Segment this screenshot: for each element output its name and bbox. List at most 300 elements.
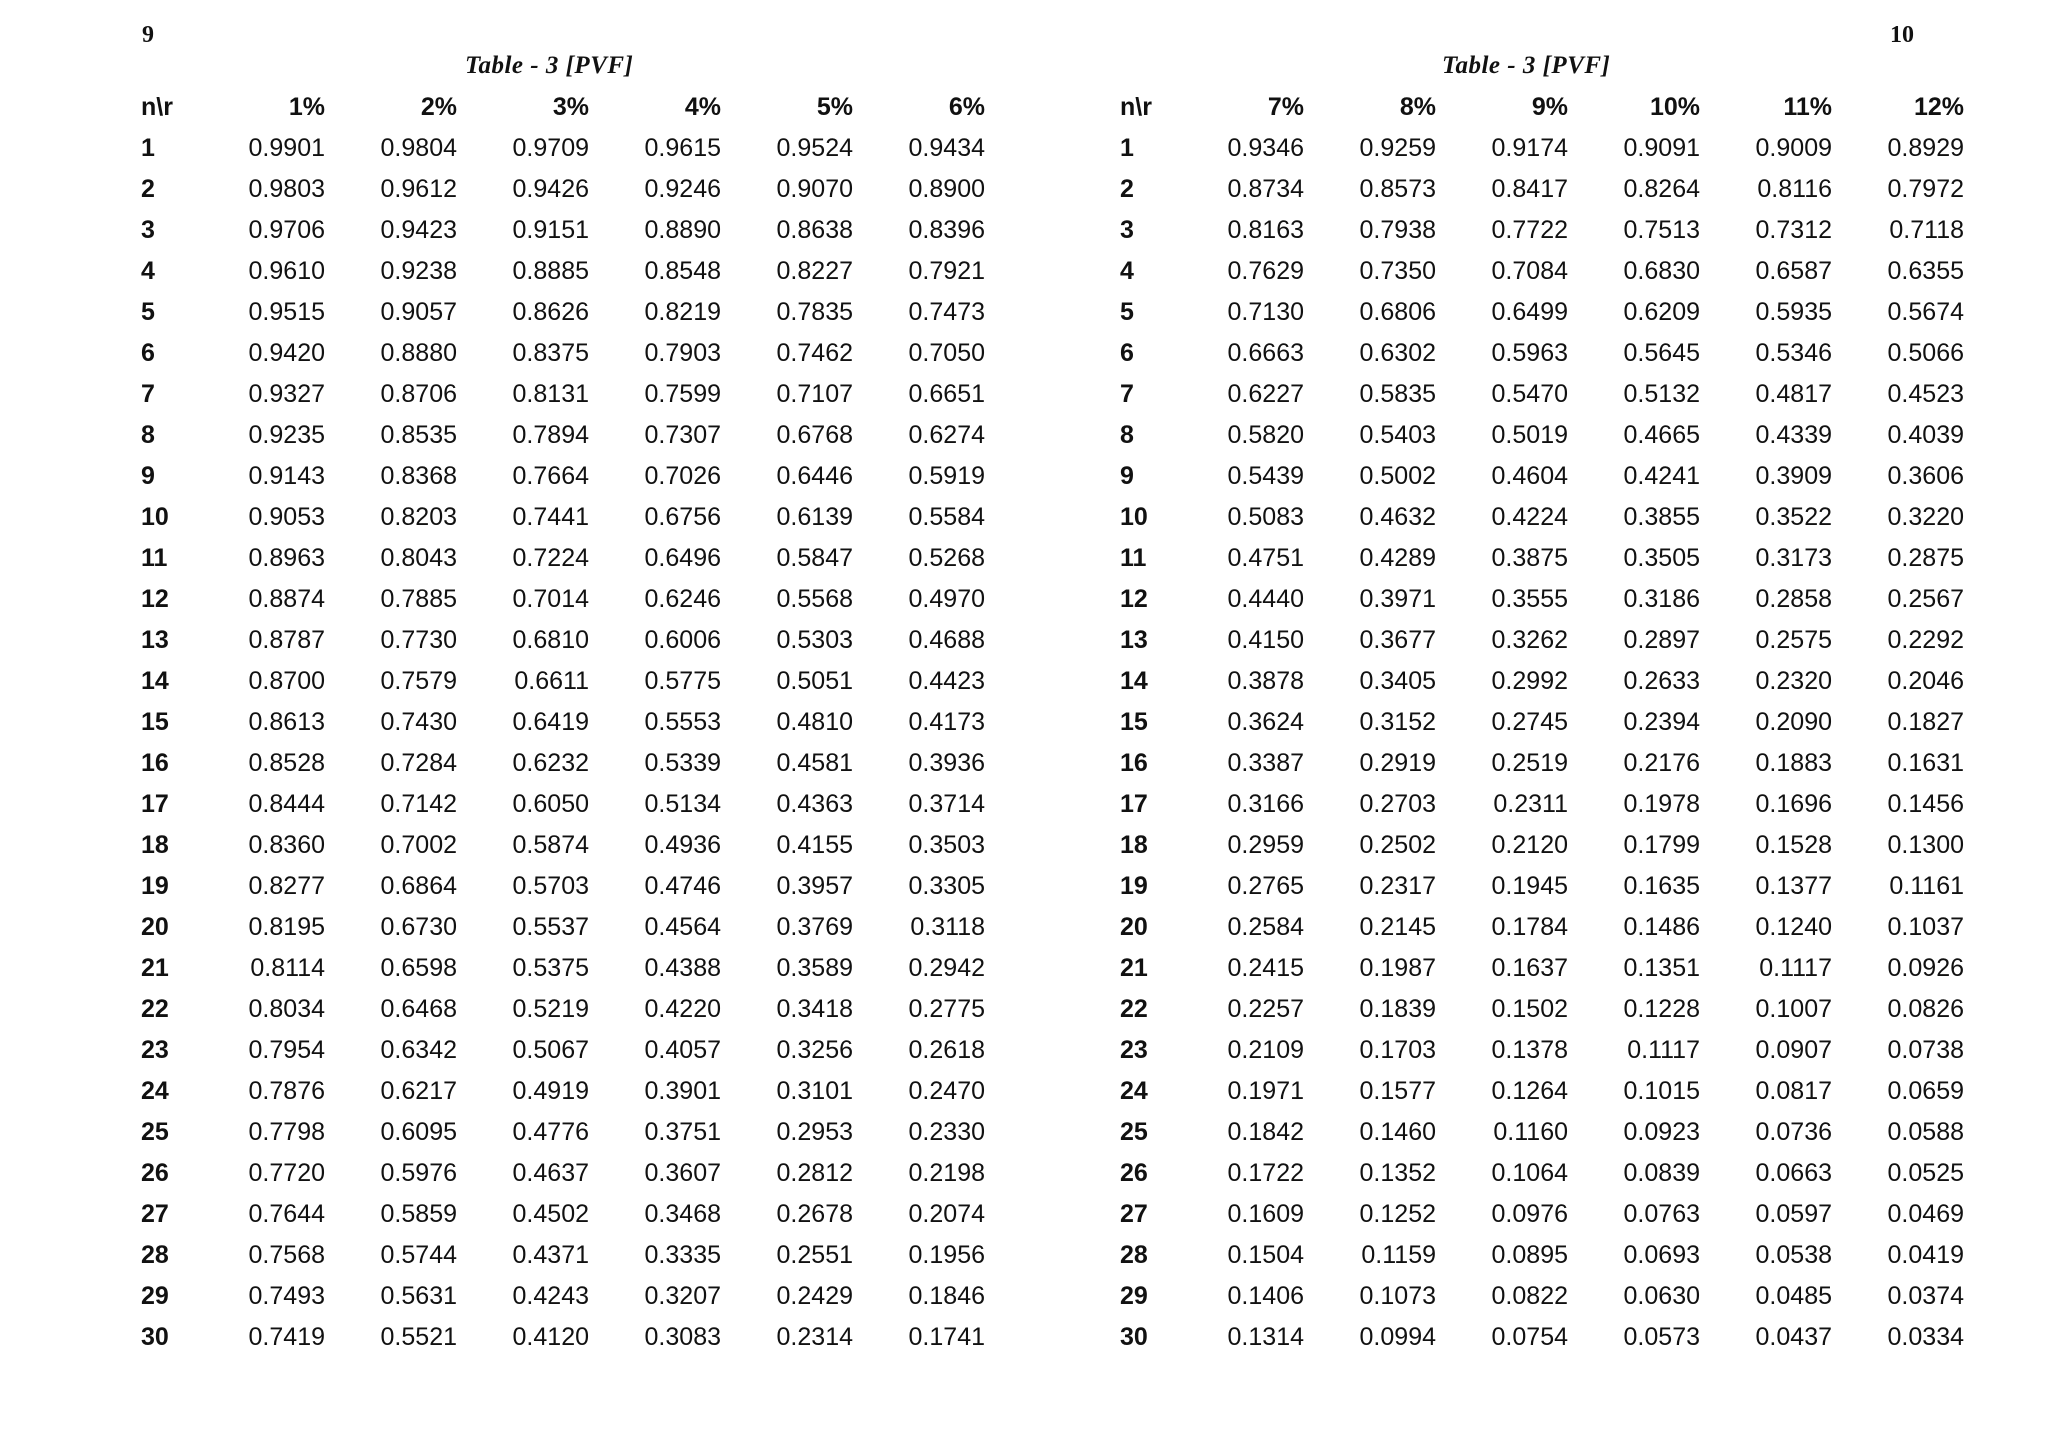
pvf-value-cell: 0.3901 bbox=[644, 1077, 721, 1105]
pvf-value-cell: 0.1160 bbox=[1493, 1118, 1568, 1146]
pvf-value-cell: 0.1637 bbox=[1491, 954, 1568, 982]
pvf-value-cell: 0.2470 bbox=[908, 1077, 985, 1105]
pvf-value-cell: 0.6232 bbox=[512, 749, 589, 777]
pvf-value-cell: 0.4339 bbox=[1755, 421, 1832, 449]
period-cell: 16 bbox=[141, 749, 169, 777]
pvf-value-cell: 0.9327 bbox=[248, 380, 325, 408]
pvf-value-cell: 0.5919 bbox=[908, 462, 985, 490]
pvf-value-cell: 0.2330 bbox=[908, 1118, 985, 1146]
column-header-period: n\r bbox=[1120, 93, 1152, 121]
pvf-value-cell: 0.1252 bbox=[1359, 1200, 1436, 1228]
pvf-value-cell: 0.6217 bbox=[380, 1077, 457, 1105]
pvf-value-cell: 0.2415 bbox=[1227, 954, 1304, 982]
pvf-value-cell: 0.1460 bbox=[1359, 1118, 1436, 1146]
pvf-value-cell: 0.3262 bbox=[1491, 626, 1568, 654]
pvf-value-cell: 0.7972 bbox=[1887, 175, 1964, 203]
pvf-value-cell: 0.0437 bbox=[1755, 1323, 1832, 1351]
pvf-value-cell: 0.0839 bbox=[1623, 1159, 1700, 1187]
pvf-value-cell: 0.6651 bbox=[908, 380, 985, 408]
pvf-value-cell: 0.3256 bbox=[776, 1036, 853, 1064]
pvf-value-cell: 0.6496 bbox=[644, 544, 721, 572]
period-cell: 12 bbox=[1120, 585, 1148, 613]
pvf-value-cell: 0.4155 bbox=[776, 831, 853, 859]
pvf-value-cell: 0.5645 bbox=[1623, 339, 1700, 367]
pvf-value-cell: 0.9515 bbox=[248, 298, 325, 326]
left-table-caption: Table - 3 [PVF] bbox=[465, 52, 634, 79]
pvf-value-cell: 0.8043 bbox=[380, 544, 457, 572]
pvf-value-cell: 0.8706 bbox=[380, 380, 457, 408]
pvf-value-cell: 0.8613 bbox=[248, 708, 325, 736]
table-row bbox=[132, 456, 985, 497]
table-row bbox=[1111, 989, 1964, 1030]
pvf-value-cell: 0.5219 bbox=[512, 995, 589, 1023]
period-cell: 17 bbox=[141, 790, 169, 818]
pvf-value-cell: 0.8874 bbox=[248, 585, 325, 613]
pvf-value-cell: 0.9615 bbox=[644, 134, 721, 162]
pvf-value-cell: 0.1064 bbox=[1491, 1159, 1568, 1187]
table-row bbox=[132, 702, 985, 743]
pvf-value-cell: 0.8900 bbox=[908, 175, 985, 203]
pvf-value-cell: 0.6209 bbox=[1623, 298, 1700, 326]
period-cell: 8 bbox=[141, 421, 155, 449]
pvf-value-cell: 0.7720 bbox=[248, 1159, 325, 1187]
pvf-value-cell: 0.0419 bbox=[1887, 1241, 1964, 1269]
pvf-value-cell: 0.9151 bbox=[512, 216, 589, 244]
pvf-value-cell: 0.2551 bbox=[776, 1241, 853, 1269]
pvf-value-cell: 0.1741 bbox=[908, 1323, 985, 1351]
period-cell: 5 bbox=[1120, 298, 1134, 326]
pvf-value-cell: 0.4919 bbox=[512, 1077, 589, 1105]
pvf-value-cell: 0.0736 bbox=[1755, 1118, 1832, 1146]
pvf-value-cell: 0.2311 bbox=[1493, 790, 1568, 818]
pvf-value-cell: 0.1799 bbox=[1623, 831, 1700, 859]
pvf-value-cell: 0.0976 bbox=[1491, 1200, 1568, 1228]
pvf-value-cell: 0.6830 bbox=[1623, 257, 1700, 285]
period-cell: 13 bbox=[1120, 626, 1148, 654]
pvf-value-cell: 0.8375 bbox=[512, 339, 589, 367]
pvf-value-cell: 0.3207 bbox=[644, 1282, 721, 1310]
pvf-value-cell: 0.3909 bbox=[1755, 462, 1832, 490]
pvf-value-cell: 0.6342 bbox=[380, 1036, 457, 1064]
period-cell: 29 bbox=[1120, 1282, 1148, 1310]
column-header-period: n\r bbox=[141, 93, 173, 121]
pvf-value-cell: 0.8535 bbox=[380, 421, 457, 449]
pvf-value-cell: 0.8368 bbox=[380, 462, 457, 490]
pvf-value-cell: 0.9423 bbox=[380, 216, 457, 244]
pvf-value-cell: 0.2292 bbox=[1887, 626, 1964, 654]
pvf-value-cell: 0.7876 bbox=[248, 1077, 325, 1105]
pvf-value-cell: 0.2942 bbox=[908, 954, 985, 982]
table-row bbox=[132, 333, 985, 374]
pvf-value-cell: 0.1314 bbox=[1227, 1323, 1304, 1351]
column-header-rate: 2% bbox=[420, 93, 457, 121]
pvf-value-cell: 0.5568 bbox=[776, 585, 853, 613]
pvf-value-cell: 0.1504 bbox=[1227, 1241, 1304, 1269]
pvf-value-cell: 0.2992 bbox=[1491, 667, 1568, 695]
pvf-value-cell: 0.1846 bbox=[908, 1282, 985, 1310]
pvf-value-cell: 0.8396 bbox=[908, 216, 985, 244]
period-cell: 20 bbox=[1120, 913, 1148, 941]
pvf-value-cell: 0.8227 bbox=[776, 257, 853, 285]
pvf-value-cell: 0.2575 bbox=[1755, 626, 1832, 654]
column-header-rate: 1% bbox=[288, 93, 325, 121]
pvf-value-cell: 0.0923 bbox=[1623, 1118, 1700, 1146]
table-row bbox=[1111, 702, 1964, 743]
pvf-value-cell: 0.4173 bbox=[908, 708, 985, 736]
pvf-value-cell: 0.5375 bbox=[512, 954, 589, 982]
pvf-value-cell: 0.1159 bbox=[1361, 1241, 1436, 1269]
pvf-value-cell: 0.3677 bbox=[1359, 626, 1436, 654]
period-cell: 14 bbox=[141, 667, 169, 695]
pvf-value-cell: 0.4564 bbox=[644, 913, 721, 941]
pvf-value-cell: 0.4150 bbox=[1227, 626, 1304, 654]
table-row bbox=[1111, 456, 1964, 497]
pvf-value-cell: 0.7579 bbox=[380, 667, 457, 695]
pvf-value-cell: 0.4936 bbox=[644, 831, 721, 859]
pvf-value-cell: 0.3714 bbox=[908, 790, 985, 818]
pvf-value-cell: 0.9053 bbox=[248, 503, 325, 531]
table-row bbox=[1111, 374, 1964, 415]
pvf-value-cell: 0.9706 bbox=[248, 216, 325, 244]
pvf-value-cell: 0.8444 bbox=[248, 790, 325, 818]
pvf-value-cell: 0.1351 bbox=[1623, 954, 1700, 982]
period-cell: 4 bbox=[141, 257, 155, 285]
pvf-value-cell: 0.1406 bbox=[1227, 1282, 1304, 1310]
period-cell: 17 bbox=[1120, 790, 1148, 818]
pvf-value-cell: 0.9238 bbox=[380, 257, 457, 285]
pvf-value-cell: 0.2120 bbox=[1491, 831, 1568, 859]
pvf-value-cell: 0.7921 bbox=[908, 257, 985, 285]
pvf-value-cell: 0.2394 bbox=[1623, 708, 1700, 736]
pvf-value-cell: 0.9346 bbox=[1227, 134, 1304, 162]
pvf-value-cell: 0.8787 bbox=[248, 626, 325, 654]
pvf-value-cell: 0.2678 bbox=[776, 1200, 853, 1228]
pvf-value-cell: 0.6446 bbox=[776, 462, 853, 490]
pvf-value-cell: 0.2429 bbox=[776, 1282, 853, 1310]
pvf-value-cell: 0.2897 bbox=[1623, 626, 1700, 654]
pvf-value-cell: 0.5134 bbox=[644, 790, 721, 818]
pvf-value-cell: 0.9246 bbox=[644, 175, 721, 203]
pvf-value-cell: 0.6806 bbox=[1359, 298, 1436, 326]
pvf-value-cell: 0.5132 bbox=[1623, 380, 1700, 408]
pvf-value-cell: 0.7568 bbox=[248, 1241, 325, 1269]
period-cell: 10 bbox=[1120, 503, 1148, 531]
period-cell: 3 bbox=[141, 216, 155, 244]
table-row bbox=[132, 661, 985, 702]
pvf-value-cell: 0.4039 bbox=[1887, 421, 1964, 449]
period-cell: 26 bbox=[1120, 1159, 1148, 1187]
pvf-value-cell: 0.1015 bbox=[1623, 1077, 1700, 1105]
pvf-value-cell: 0.0826 bbox=[1887, 995, 1964, 1023]
pvf-value-cell: 0.4817 bbox=[1755, 380, 1832, 408]
pvf-value-cell: 0.5339 bbox=[644, 749, 721, 777]
table-row bbox=[1111, 415, 1964, 456]
pvf-value-cell: 0.1240 bbox=[1755, 913, 1832, 941]
pvf-value-cell: 0.1945 bbox=[1491, 872, 1568, 900]
pvf-value-cell: 0.1987 bbox=[1359, 954, 1436, 982]
period-cell: 27 bbox=[141, 1200, 169, 1228]
table-row bbox=[1111, 1030, 1964, 1071]
pvf-value-cell: 0.4241 bbox=[1623, 462, 1700, 490]
pvf-value-cell: 0.3220 bbox=[1887, 503, 1964, 531]
pvf-value-cell: 0.9420 bbox=[248, 339, 325, 367]
pvf-value-cell: 0.6006 bbox=[644, 626, 721, 654]
pvf-value-cell: 0.7473 bbox=[908, 298, 985, 326]
period-cell: 26 bbox=[141, 1159, 169, 1187]
pvf-value-cell: 0.7430 bbox=[380, 708, 457, 736]
pvf-value-cell: 0.3166 bbox=[1227, 790, 1304, 818]
pvf-value-cell: 0.5537 bbox=[512, 913, 589, 941]
pvf-value-cell: 0.5019 bbox=[1491, 421, 1568, 449]
pvf-value-cell: 0.0926 bbox=[1887, 954, 1964, 982]
pvf-value-cell: 0.4224 bbox=[1491, 503, 1568, 531]
table-row bbox=[132, 1071, 985, 1112]
table-row bbox=[1111, 1153, 1964, 1194]
pvf-value-cell: 0.0588 bbox=[1887, 1118, 1964, 1146]
table-row bbox=[132, 1153, 985, 1194]
pvf-value-cell: 0.3305 bbox=[908, 872, 985, 900]
period-cell: 15 bbox=[141, 708, 169, 736]
pvf-value-cell: 0.8528 bbox=[248, 749, 325, 777]
column-header-rate: 12% bbox=[1913, 93, 1964, 121]
pvf-value-cell: 0.3152 bbox=[1359, 708, 1436, 736]
pvf-value-cell: 0.0907 bbox=[1755, 1036, 1832, 1064]
period-cell: 15 bbox=[1120, 708, 1148, 736]
pvf-value-cell: 0.7894 bbox=[512, 421, 589, 449]
period-cell: 14 bbox=[1120, 667, 1148, 695]
period-cell: 13 bbox=[141, 626, 169, 654]
pvf-value-cell: 0.5439 bbox=[1227, 462, 1304, 490]
pvf-value-cell: 0.3186 bbox=[1623, 585, 1700, 613]
pvf-value-cell: 0.4502 bbox=[512, 1200, 589, 1228]
table-row bbox=[132, 743, 985, 784]
table-row bbox=[132, 620, 985, 661]
period-cell: 22 bbox=[1120, 995, 1148, 1023]
period-cell: 24 bbox=[141, 1077, 169, 1105]
pvf-value-cell: 0.0663 bbox=[1755, 1159, 1832, 1187]
pvf-value-cell: 0.2046 bbox=[1887, 667, 1964, 695]
pvf-value-cell: 0.1502 bbox=[1491, 995, 1568, 1023]
pvf-value-cell: 0.2198 bbox=[908, 1159, 985, 1187]
pvf-value-cell: 0.2074 bbox=[908, 1200, 985, 1228]
pvf-value-cell: 0.6499 bbox=[1491, 298, 1568, 326]
pvf-value-cell: 0.3769 bbox=[776, 913, 853, 941]
pvf-value-cell: 0.5631 bbox=[380, 1282, 457, 1310]
pvf-value-cell: 0.0763 bbox=[1623, 1200, 1700, 1228]
period-cell: 2 bbox=[141, 175, 155, 203]
pvf-value-cell: 0.8880 bbox=[380, 339, 457, 367]
period-cell: 27 bbox=[1120, 1200, 1148, 1228]
pvf-value-cell: 0.2858 bbox=[1755, 585, 1832, 613]
pvf-value-cell: 0.7284 bbox=[380, 749, 457, 777]
period-cell: 30 bbox=[141, 1323, 169, 1351]
pvf-value-cell: 0.2919 bbox=[1359, 749, 1436, 777]
table-row bbox=[1111, 169, 1964, 210]
pvf-value-cell: 0.0693 bbox=[1623, 1241, 1700, 1269]
pvf-value-cell: 0.3335 bbox=[644, 1241, 721, 1269]
pvf-value-cell: 0.5963 bbox=[1491, 339, 1568, 367]
table-row bbox=[132, 292, 985, 333]
pvf-value-cell: 0.8734 bbox=[1227, 175, 1304, 203]
pvf-value-cell: 0.7903 bbox=[644, 339, 721, 367]
period-cell: 23 bbox=[141, 1036, 169, 1064]
pvf-value-cell: 0.8195 bbox=[248, 913, 325, 941]
pvf-value-cell: 0.4120 bbox=[512, 1323, 589, 1351]
pvf-value-cell: 0.4810 bbox=[776, 708, 853, 736]
pvf-value-cell: 0.2633 bbox=[1623, 667, 1700, 695]
period-cell: 2 bbox=[1120, 175, 1134, 203]
pvf-value-cell: 0.5067 bbox=[512, 1036, 589, 1064]
pvf-value-cell: 0.9057 bbox=[380, 298, 457, 326]
pvf-value-cell: 0.3936 bbox=[908, 749, 985, 777]
period-cell: 18 bbox=[1120, 831, 1148, 859]
pvf-value-cell: 0.3751 bbox=[644, 1118, 721, 1146]
period-cell: 22 bbox=[141, 995, 169, 1023]
pvf-value-cell: 0.3101 bbox=[776, 1077, 853, 1105]
pvf-value-cell: 0.1635 bbox=[1623, 872, 1700, 900]
pvf-value-cell: 0.5268 bbox=[908, 544, 985, 572]
column-header-rate: 9% bbox=[1531, 93, 1568, 121]
table-row bbox=[132, 210, 985, 251]
period-cell: 16 bbox=[1120, 749, 1148, 777]
pvf-value-cell: 0.7730 bbox=[380, 626, 457, 654]
table-row bbox=[132, 579, 985, 620]
pvf-value-cell: 0.9612 bbox=[380, 175, 457, 203]
right-table-caption: Table - 3 [PVF] bbox=[1442, 52, 1611, 79]
pvf-value-cell: 0.9091 bbox=[1623, 134, 1700, 162]
period-cell: 29 bbox=[141, 1282, 169, 1310]
period-cell: 10 bbox=[141, 503, 169, 531]
table-row bbox=[132, 1276, 985, 1317]
pvf-value-cell: 0.2959 bbox=[1227, 831, 1304, 859]
pvf-value-cell: 0.6611 bbox=[514, 667, 589, 695]
period-cell: 9 bbox=[141, 462, 155, 490]
pvf-value-cell: 0.6768 bbox=[776, 421, 853, 449]
pvf-value-cell: 0.7938 bbox=[1359, 216, 1436, 244]
pvf-value-cell: 0.9426 bbox=[512, 175, 589, 203]
pvf-value-cell: 0.4289 bbox=[1359, 544, 1436, 572]
pvf-value-cell: 0.0895 bbox=[1491, 1241, 1568, 1269]
period-cell: 28 bbox=[1120, 1241, 1148, 1269]
pvf-value-cell: 0.8034 bbox=[248, 995, 325, 1023]
pvf-value-cell: 0.8929 bbox=[1887, 134, 1964, 162]
pvf-value-cell: 0.7307 bbox=[644, 421, 721, 449]
table-row bbox=[132, 948, 985, 989]
pvf-value-cell: 0.8626 bbox=[512, 298, 589, 326]
pvf-value-cell: 0.9009 bbox=[1755, 134, 1832, 162]
pvf-value-cell: 0.1883 bbox=[1755, 749, 1832, 777]
pvf-value-cell: 0.2519 bbox=[1491, 749, 1568, 777]
pvf-value-cell: 0.1228 bbox=[1623, 995, 1700, 1023]
pvf-value-cell: 0.8114 bbox=[250, 954, 325, 982]
column-header-rate: 8% bbox=[1399, 93, 1436, 121]
pvf-value-cell: 0.9901 bbox=[248, 134, 325, 162]
period-cell: 19 bbox=[1120, 872, 1148, 900]
column-header-rate: 7% bbox=[1267, 93, 1304, 121]
pvf-table-right bbox=[1111, 87, 1964, 1358]
table-row bbox=[1111, 661, 1964, 702]
pvf-value-cell: 0.7441 bbox=[512, 503, 589, 531]
pvf-value-cell: 0.1696 bbox=[1755, 790, 1832, 818]
pvf-value-cell: 0.5403 bbox=[1359, 421, 1436, 449]
pvf-value-cell: 0.7130 bbox=[1227, 298, 1304, 326]
pvf-value-cell: 0.7664 bbox=[512, 462, 589, 490]
pvf-value-cell: 0.4632 bbox=[1359, 503, 1436, 531]
table-header-row bbox=[1111, 87, 1964, 128]
pvf-value-cell: 0.1161 bbox=[1889, 872, 1964, 900]
period-cell: 11 bbox=[141, 544, 168, 572]
period-cell: 9 bbox=[1120, 462, 1134, 490]
pvf-value-cell: 0.7954 bbox=[248, 1036, 325, 1064]
period-cell: 25 bbox=[141, 1118, 169, 1146]
pvf-value-cell: 0.4751 bbox=[1227, 544, 1304, 572]
pvf-value-cell: 0.9235 bbox=[248, 421, 325, 449]
table-row bbox=[132, 538, 985, 579]
pvf-value-cell: 0.4604 bbox=[1491, 462, 1568, 490]
pvf-value-cell: 0.5584 bbox=[908, 503, 985, 531]
table-row bbox=[1111, 538, 1964, 579]
pvf-value-cell: 0.2584 bbox=[1227, 913, 1304, 941]
pvf-value-cell: 0.5775 bbox=[644, 667, 721, 695]
table-row bbox=[1111, 210, 1964, 251]
table-row bbox=[1111, 1194, 1964, 1235]
pvf-value-cell: 0.7350 bbox=[1359, 257, 1436, 285]
pvf-value-cell: 0.9803 bbox=[248, 175, 325, 203]
pvf-value-cell: 0.1456 bbox=[1887, 790, 1964, 818]
pvf-value-cell: 0.5674 bbox=[1887, 298, 1964, 326]
pvf-value-cell: 0.7142 bbox=[380, 790, 457, 818]
pvf-value-cell: 0.8963 bbox=[248, 544, 325, 572]
pvf-value-cell: 0.8548 bbox=[644, 257, 721, 285]
pvf-value-cell: 0.5976 bbox=[380, 1159, 457, 1187]
table-row bbox=[1111, 128, 1964, 169]
pvf-value-cell: 0.5553 bbox=[644, 708, 721, 736]
pvf-value-cell: 0.6274 bbox=[908, 421, 985, 449]
table-row bbox=[132, 1194, 985, 1235]
table-row bbox=[1111, 907, 1964, 948]
pvf-value-cell: 0.2502 bbox=[1359, 831, 1436, 859]
pvf-value-cell: 0.4746 bbox=[644, 872, 721, 900]
pvf-value-cell: 0.5051 bbox=[776, 667, 853, 695]
pvf-value-cell: 0.2145 bbox=[1359, 913, 1436, 941]
column-header-rate: 5% bbox=[816, 93, 853, 121]
pvf-value-cell: 0.5303 bbox=[776, 626, 853, 654]
table-row bbox=[132, 1235, 985, 1276]
pvf-value-cell: 0.6355 bbox=[1887, 257, 1964, 285]
pvf-value-cell: 0.9524 bbox=[776, 134, 853, 162]
pvf-value-cell: 0.7798 bbox=[248, 1118, 325, 1146]
pvf-value-cell: 0.3589 bbox=[776, 954, 853, 982]
pvf-value-cell: 0.3957 bbox=[776, 872, 853, 900]
period-cell: 5 bbox=[141, 298, 155, 326]
pvf-value-cell: 0.3875 bbox=[1491, 544, 1568, 572]
pvf-value-cell: 0.0630 bbox=[1623, 1282, 1700, 1310]
table-row bbox=[132, 989, 985, 1030]
pvf-value-cell: 0.6598 bbox=[380, 954, 457, 982]
pvf-value-cell: 0.7118 bbox=[1889, 216, 1964, 244]
pvf-value-cell: 0.8277 bbox=[248, 872, 325, 900]
pvf-value-cell: 0.5935 bbox=[1755, 298, 1832, 326]
table-row bbox=[132, 169, 985, 210]
pvf-value-cell: 0.7493 bbox=[248, 1282, 325, 1310]
pvf-value-cell: 0.4581 bbox=[776, 749, 853, 777]
table-row bbox=[132, 251, 985, 292]
pvf-value-cell: 0.0485 bbox=[1755, 1282, 1832, 1310]
pvf-value-cell: 0.6663 bbox=[1227, 339, 1304, 367]
pvf-value-cell: 0.4776 bbox=[512, 1118, 589, 1146]
pvf-value-cell: 0.0374 bbox=[1887, 1282, 1964, 1310]
pvf-value-cell: 0.7462 bbox=[776, 339, 853, 367]
